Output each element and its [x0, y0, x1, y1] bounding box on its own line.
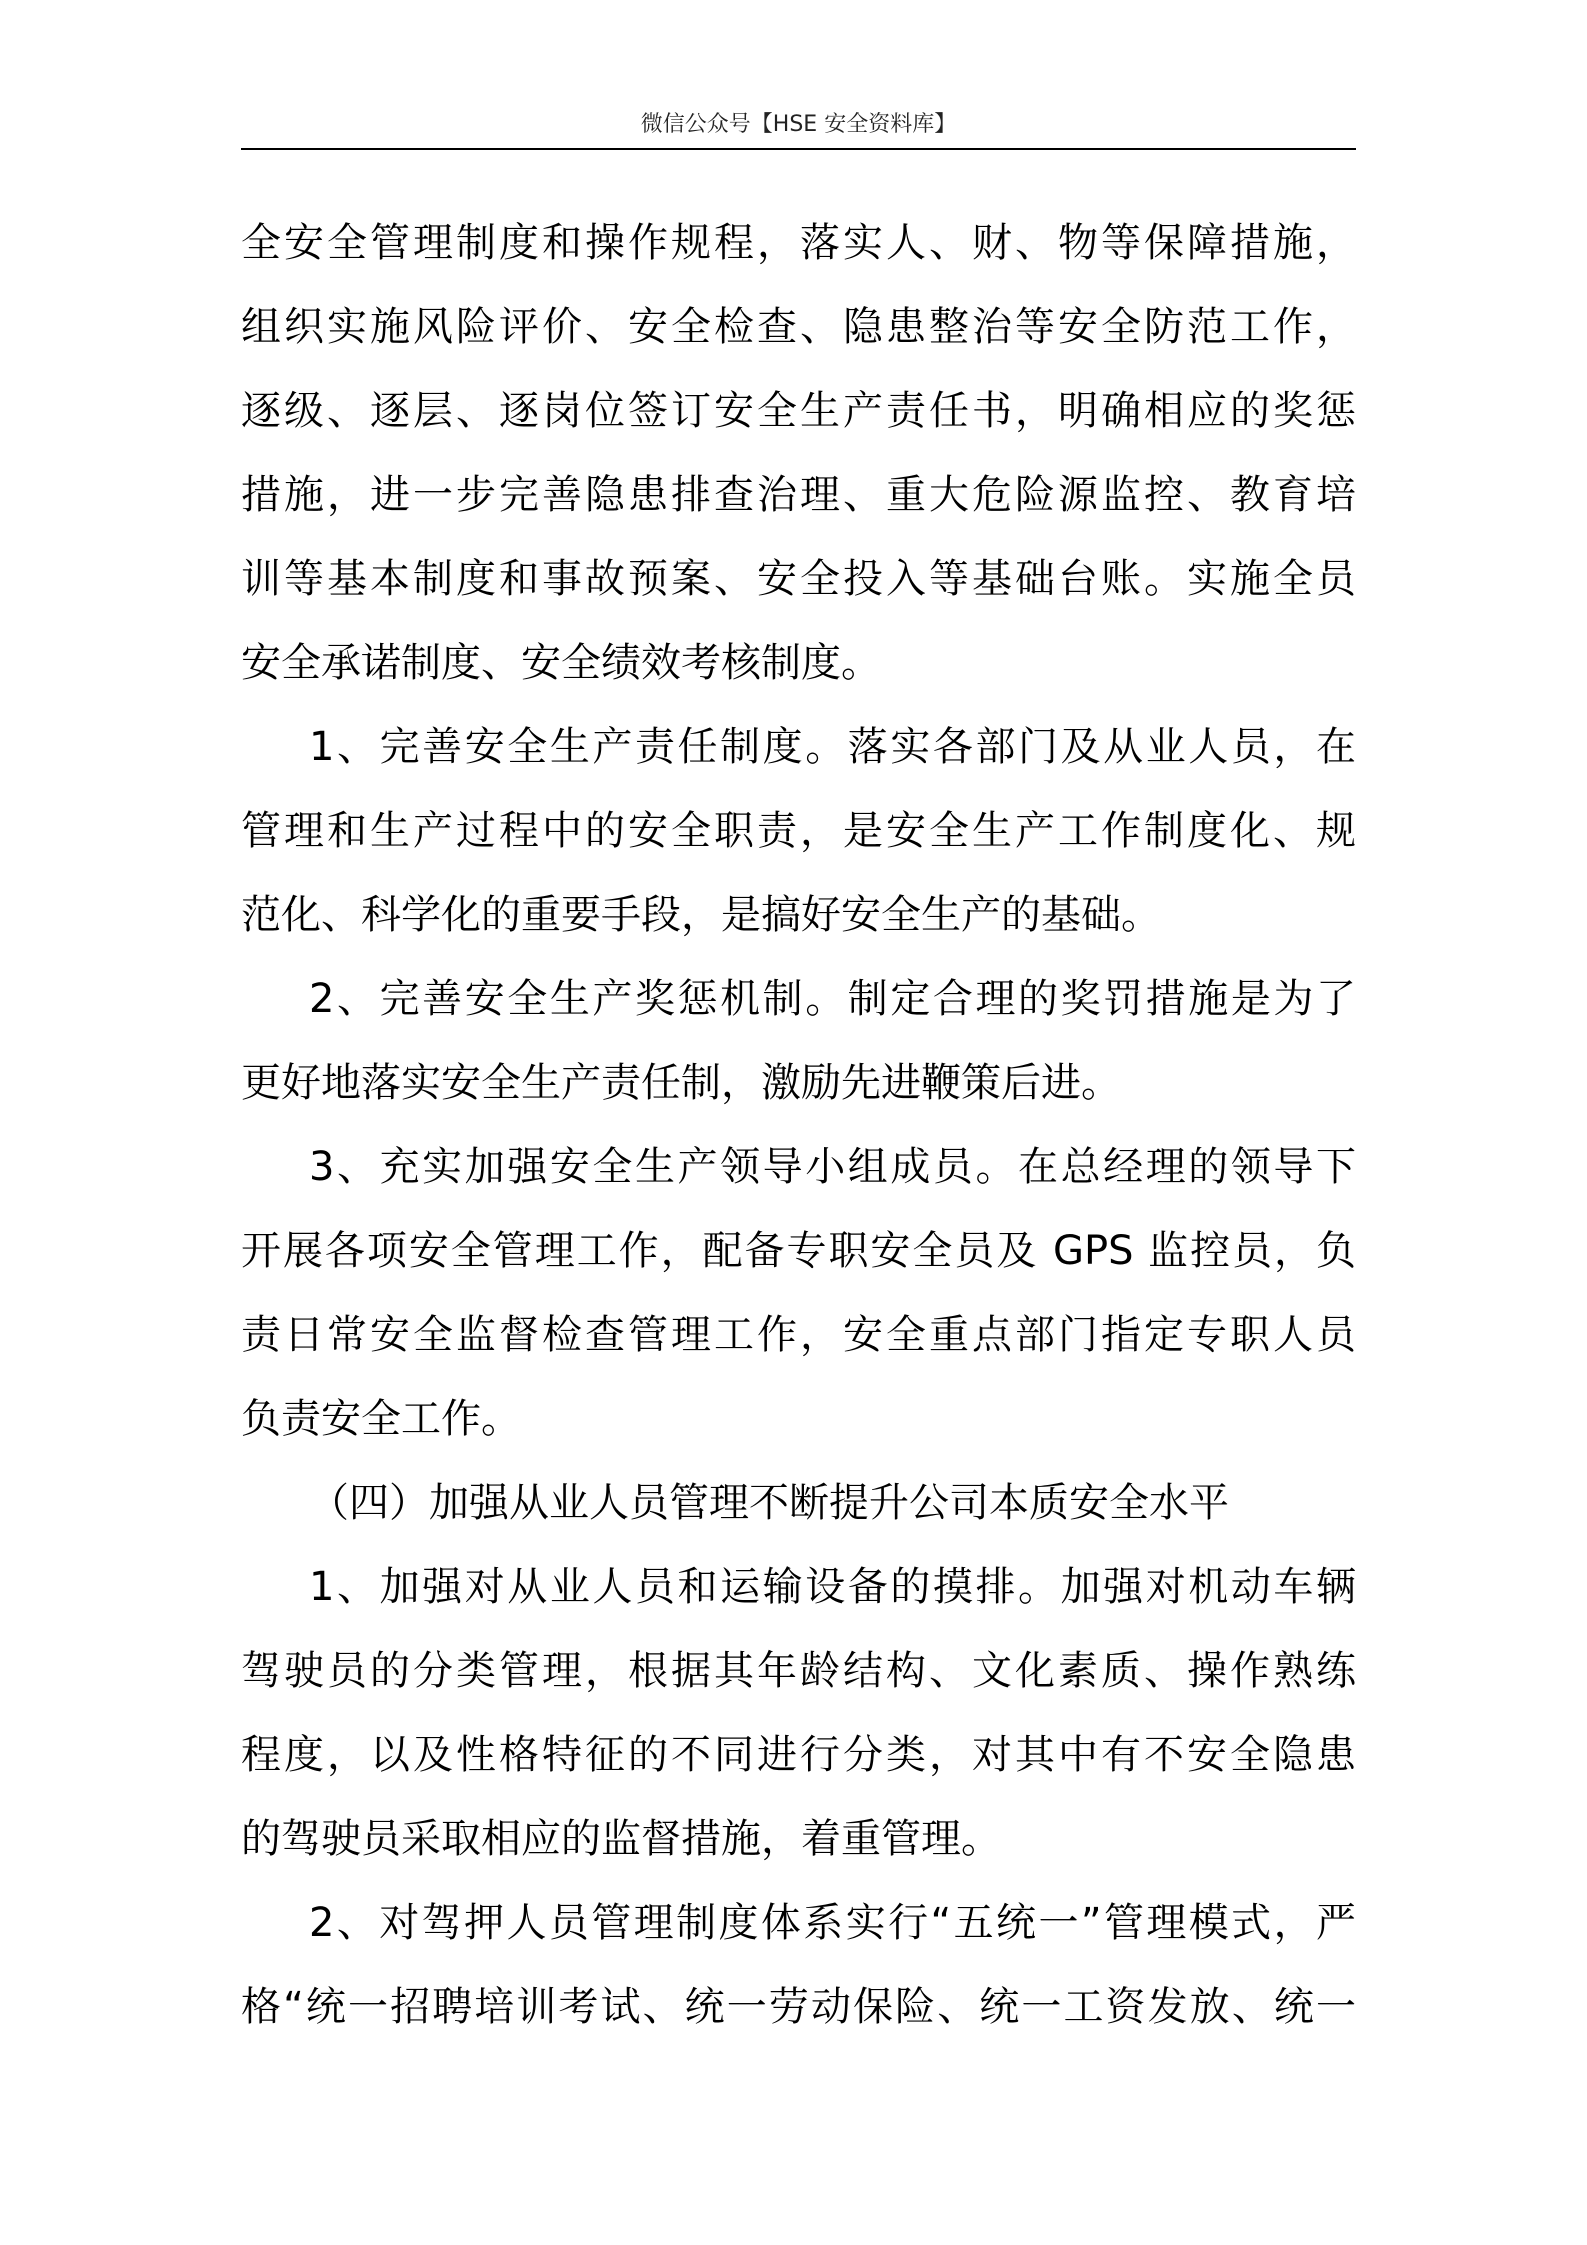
text-line: 负责安全工作。 — [241, 1396, 521, 1442]
text-line: 全安全管理制度和操作规程，落实人、财、物等保障措施， — [241, 220, 1356, 266]
text-line: 格“统一招聘培训考试、统一劳动保险、统一工资发放、统一 — [241, 1984, 1356, 2030]
text-line: 1、加强对从业人员和运输设备的摸排。加强对机动车辆 — [309, 1564, 1356, 1610]
text-line: 训等基本制度和事故预案、安全投入等基础台账。实施全员 — [241, 556, 1356, 602]
text-line: 责日常安全监督检查管理工作，安全重点部门指定专职人员 — [241, 1312, 1356, 1358]
text-line: 2、完善安全生产奖惩机制。制定合理的奖罚措施是为了 — [309, 976, 1356, 1022]
text-line: 1、完善安全生产责任制度。落实各部门及从业人员，在 — [309, 724, 1356, 770]
text-line: 更好地落实安全生产责任制，激励先进鞭策后进。 — [241, 1060, 1121, 1106]
text-line: 开展各项安全管理工作，配备专职安全员及 GPS 监控员，负 — [241, 1228, 1356, 1274]
text-line: 安全承诺制度、安全绩效考核制度。 — [241, 640, 881, 686]
text-line: 程度，以及性格特征的不同进行分类，对其中有不安全隐患 — [241, 1732, 1356, 1778]
document-body — [241, 201, 1356, 2049]
text-line: 范化、科学化的重要手段，是搞好安全生产的基础。 — [241, 892, 1161, 938]
section-heading: （四）加强从业人员管理不断提升公司本质安全水平 — [309, 1480, 1229, 1526]
text-line: 的驾驶员采取相应的监督措施，着重管理。 — [241, 1816, 1001, 1862]
text-line: 2、对驾押人员管理制度体系实行“五统一”管理模式，严 — [309, 1900, 1356, 1946]
text-line: 驾驶员的分类管理，根据其年龄结构、文化素质、操作熟练 — [241, 1648, 1356, 1694]
text-line: 3、充实加强安全生产领导小组成员。在总经理的领导下 — [309, 1144, 1356, 1190]
text-line: 管理和生产过程中的安全职责，是安全生产工作制度化、规 — [241, 808, 1356, 854]
text-line: 逐级、逐层、逐岗位签订安全生产责任书，明确相应的奖惩 — [241, 388, 1356, 434]
text-line: 组织实施风险评价、安全检查、隐患整治等安全防范工作， — [241, 304, 1356, 350]
header-divider — [241, 148, 1356, 150]
text-line: 措施，进一步完善隐患排查治理、重大危险源监控、教育培 — [241, 472, 1356, 518]
page-header: 微信公众号【HSE 安全资料库】 — [640, 112, 957, 137]
